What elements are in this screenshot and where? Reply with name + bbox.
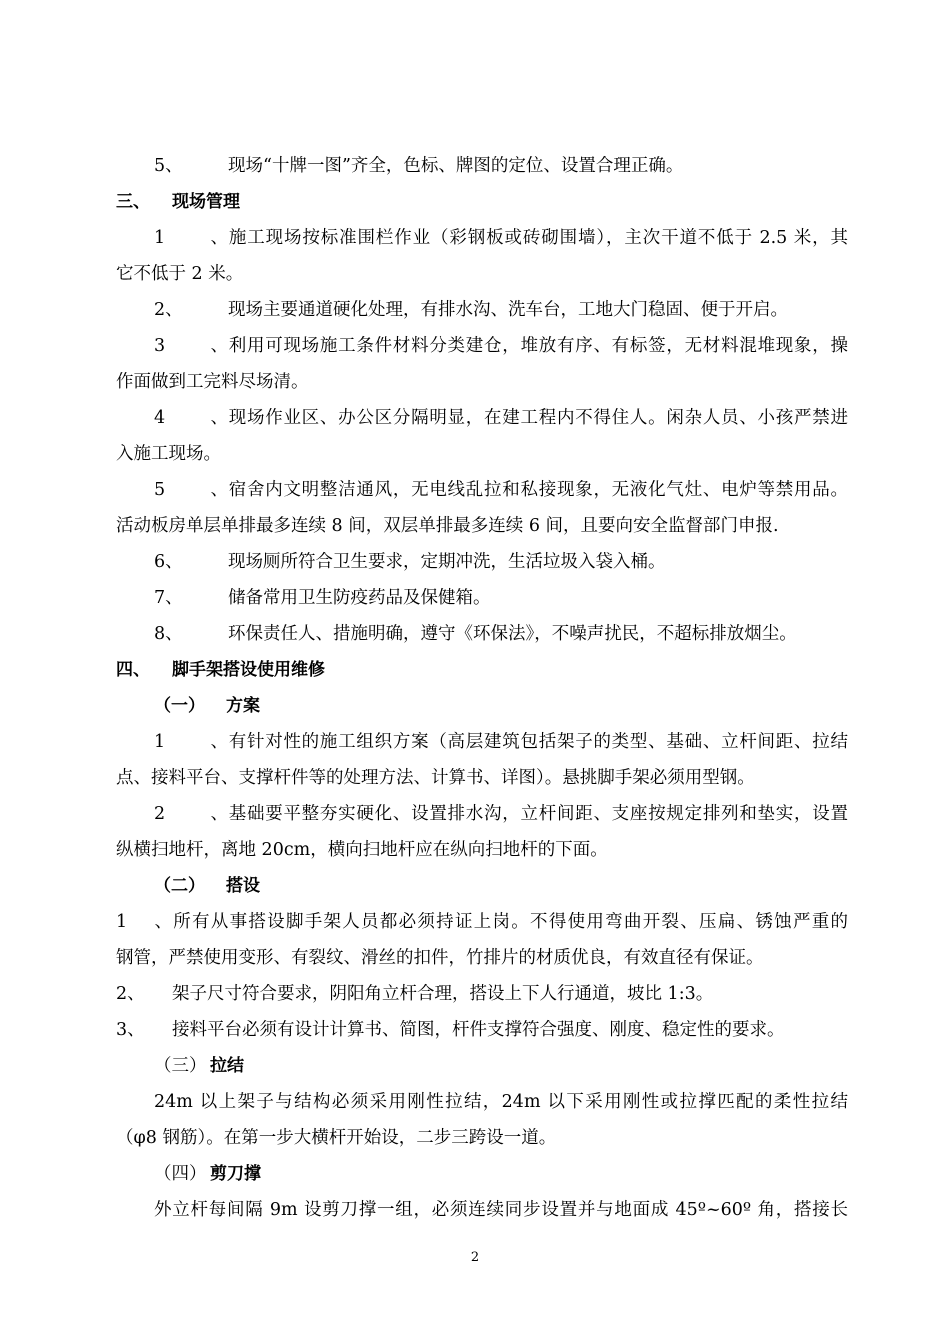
list-item: 5、 现场“十牌一图”齐全，色标、牌图的定位、设置合理正确。: [154, 156, 684, 176]
list-item: 6、 现场厕所符合卫生要求，定期冲洗，生活垃圾入袋入桶。: [154, 552, 666, 572]
paragraph-line: 24m 以上架子与结构必须采用刚性拉结，24m 以下采用刚性或拉撑匹配的柔性拉结: [154, 1092, 848, 1112]
subsection-heading: （二） 搭设: [154, 876, 260, 896]
paragraph-line: 作面做到工完料尽场清。: [116, 372, 309, 392]
paragraph-line: 1、所有从事搭设脚手架人员都必须持证上岗。不得使用弯曲开裂、压扁、锈蚀严重的: [116, 912, 848, 932]
paragraph-line: 5、宿舍内文明整洁通风，无电线乱拉和私接现象，无液化气灶、电炉等禁用品。: [154, 480, 848, 500]
list-item: 2、 架子尺寸符合要求，阴阳角立杆合理，搭设上下人行通道，坡比 1:3。: [116, 984, 714, 1004]
paragraph-line: 外立杆每间隔 9m 设剪刀撑一组，必须连续同步设置并与地面成 45º~60º 角，搭接长: [154, 1200, 848, 1220]
section-heading: 四、 脚手架搭设使用维修: [116, 660, 325, 680]
page-number: 2: [470, 1250, 480, 1265]
paragraph-line: 活动板房单层单排最多连续 8 间，双层单排最多连续 6 间，且要向安全监督部门申报.: [116, 516, 779, 536]
paragraph-line: 4、现场作业区、办公区分隔明显，在建工程内不得住人。闲杂人员、小孩严禁进: [154, 408, 848, 428]
list-item: 3、 接料平台必须有设计计算书、简图，杆件支撑符合强度、刚度、稳定性的要求。: [116, 1020, 785, 1040]
section-heading: 三、 现场管理: [116, 192, 240, 212]
paragraph-line: 2、基础要平整夯实硬化、设置排水沟，立杆间距、支座按规定排列和垫实，设置: [154, 804, 848, 824]
paragraph-line: 3、利用可现场施工条件材料分类建仓，堆放有序、有标签，无材料混堆现象，操: [154, 336, 848, 356]
subsection-heading: （三） 拉结: [154, 1056, 244, 1076]
list-item: 8、 环保责任人、措施明确，遵守《环保法》，不噪声扰民，不超标排放烟尘。: [154, 624, 797, 644]
paragraph-line: 入施工现场。: [116, 444, 221, 464]
paragraph-line: （φ8 钢筋）。在第一步大横杆开始设，二步三跨设一道。: [116, 1128, 557, 1148]
subsection-heading: （一） 方案: [154, 696, 260, 716]
paragraph-line: 它不低于 2 米。: [116, 264, 244, 284]
paragraph-line: 钢管，严禁使用变形、有裂纹、滑丝的扣件，竹排片的材质优良，有效直径有保证。: [116, 948, 764, 968]
list-item: 7、 储备常用卫生防疫药品及保健箱。: [154, 588, 491, 608]
paragraph-line: 1、施工现场按标准围栏作业（彩钢板或砖砌围墙），主次干道不低于 2.5 米，其: [154, 228, 848, 248]
paragraph-line: 纵横扫地杆，离地 20cm，横向扫地杆应在纵向扫地杆的下面。: [116, 840, 608, 860]
paragraph-line: 1、有针对性的施工组织方案（高层建筑包括架子的类型、基础、立杆间距、拉结: [154, 732, 848, 752]
subsection-heading: （四） 剪刀撑: [154, 1164, 261, 1184]
paragraph-line: 点、接料平台、支撑杆件等的处理方法、计算书、详图）。悬挑脚手架必须用型钢。: [116, 768, 755, 788]
list-item: 2、 现场主要通道硬化处理，有排水沟、洗车台，工地大门稳固、便于开启。: [154, 300, 788, 320]
